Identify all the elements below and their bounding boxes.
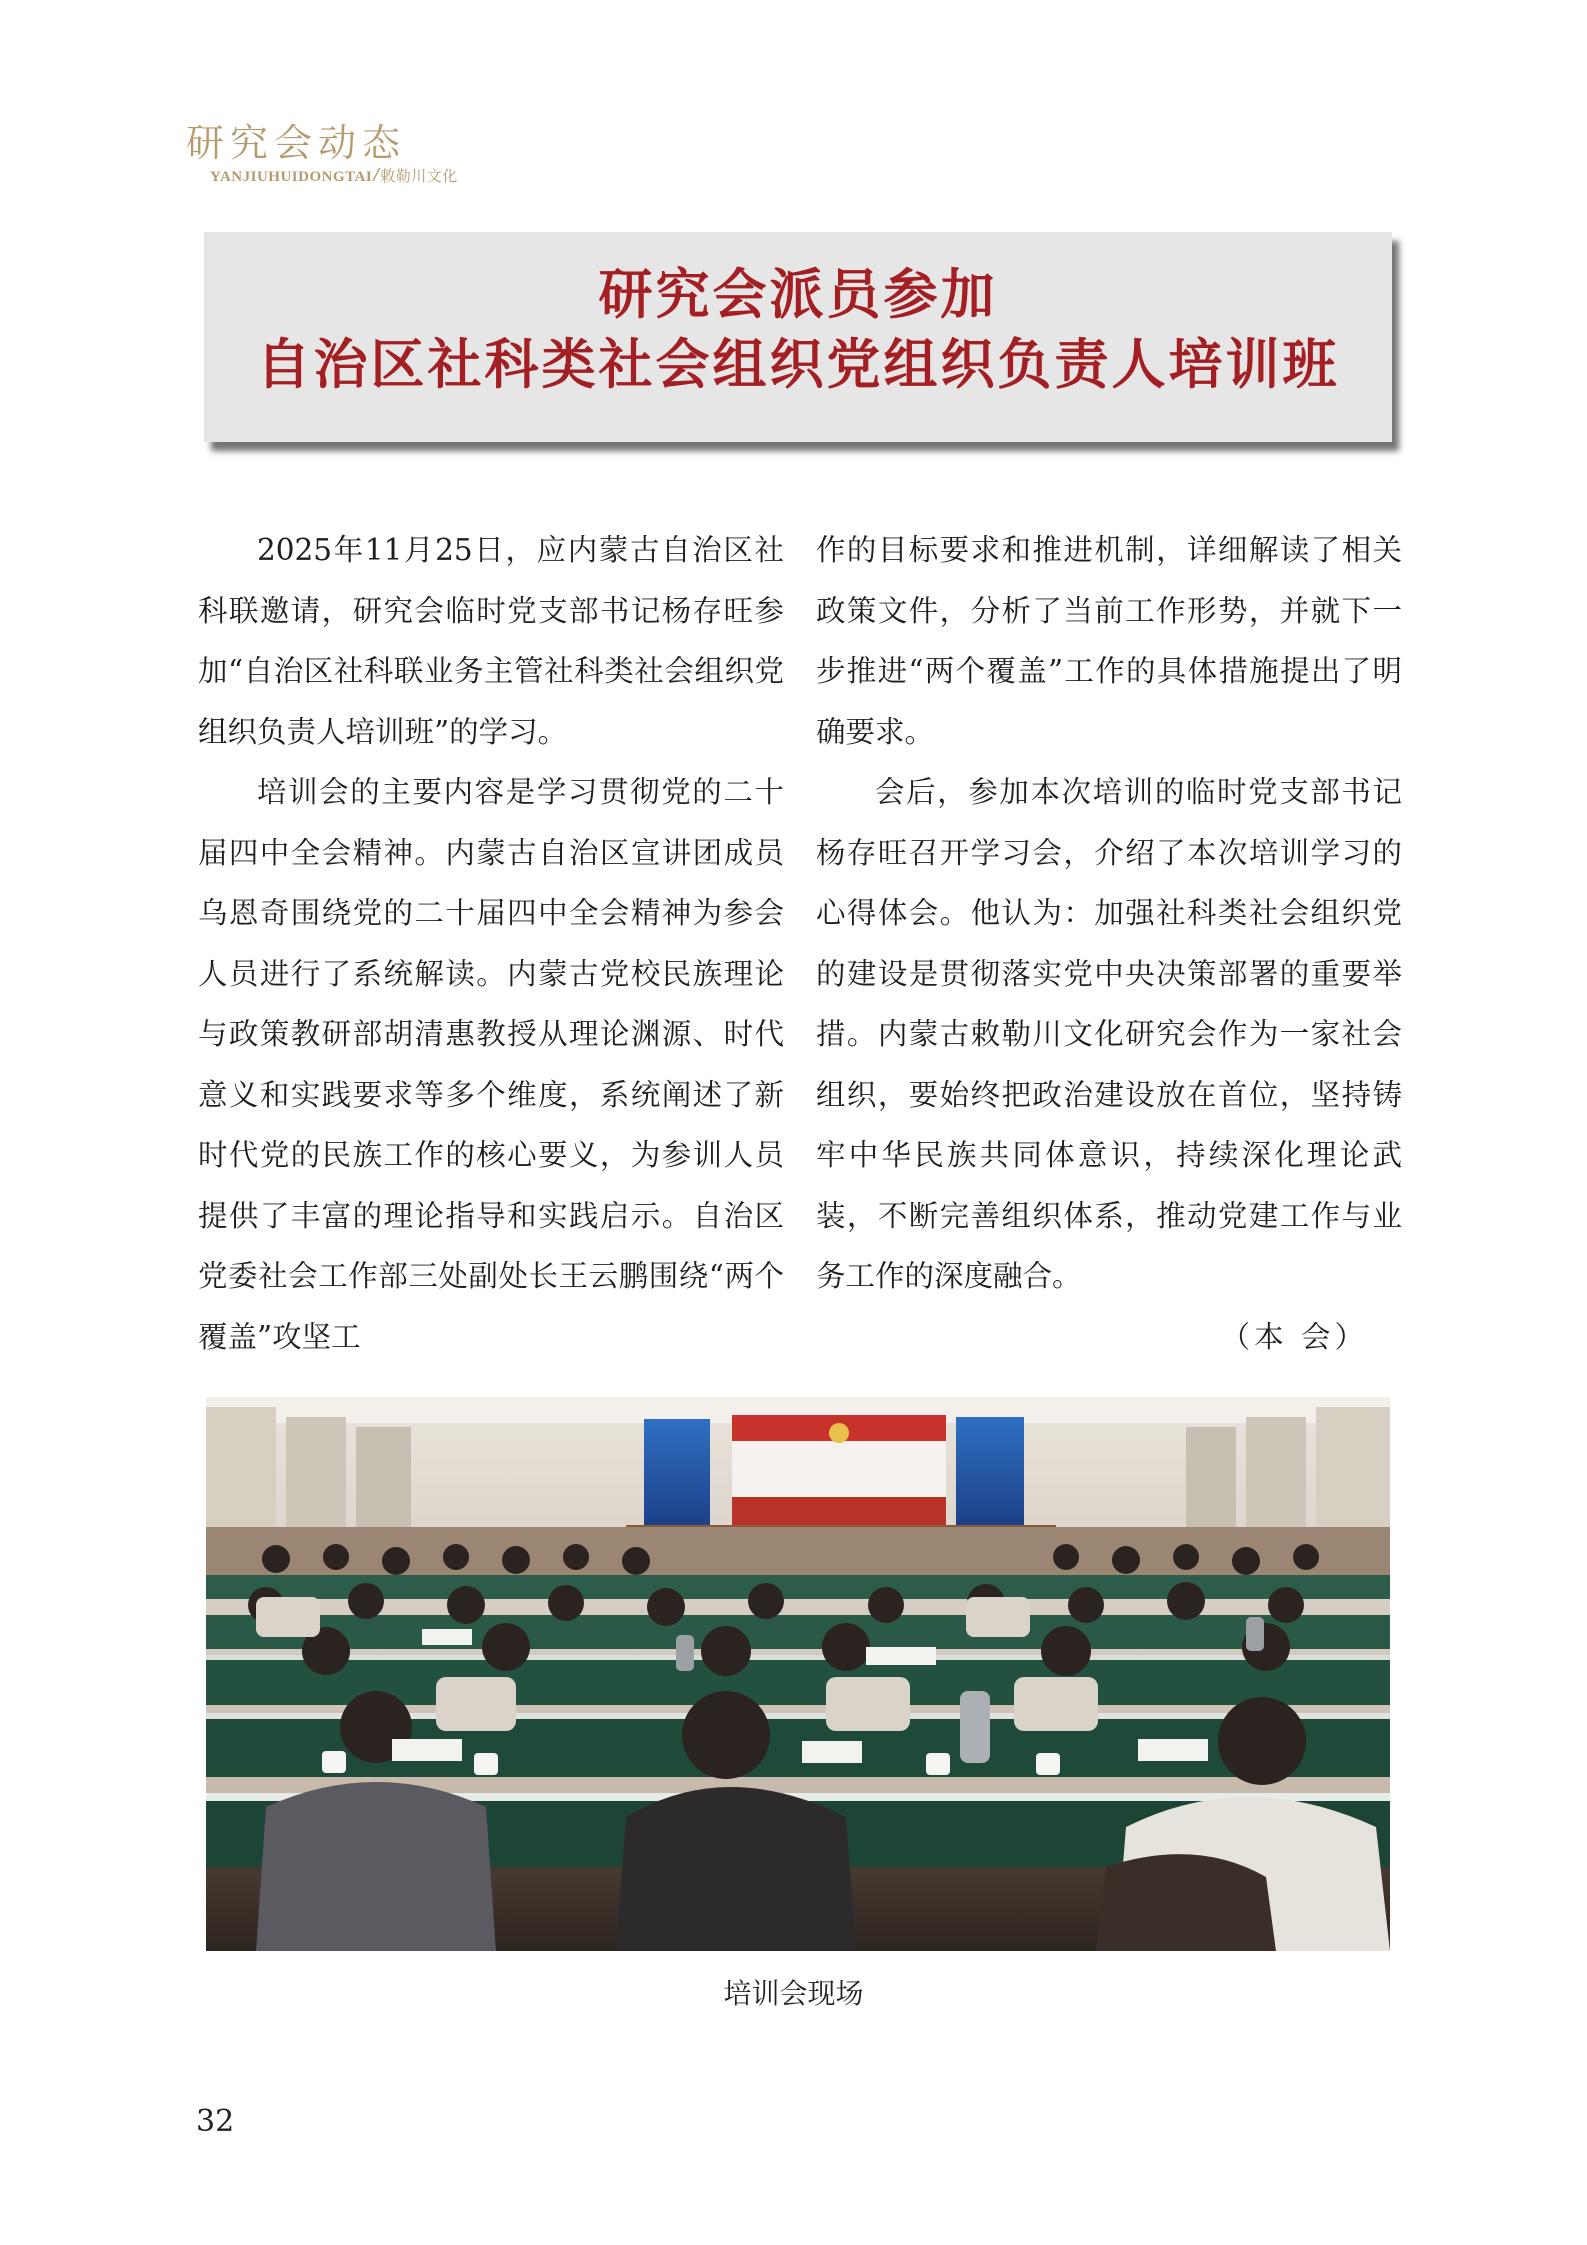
- paragraph-2: 培训会的主要内容是学习贯彻党的二十届四中全会精神。内蒙古自治区宣讲团成员乌恩奇围绕党的二十届四中全会精神为参会人员进行了系统解读。内蒙古党校民族理论与政策教研部胡清惠教授从理论渊源、时代意义和实践要求等多个维度，系统阐述了新时代党的民族工作的核心要义，为参训人员提供了丰富的理论指导和实践启示。自治区党委社会工作部三处副处长王云鹏围绕“两个覆盖”攻坚工: [198, 775, 784, 1354]
- publication-name: 敕勒川文化: [380, 169, 458, 185]
- paragraph-3: 会后，参加本次培训的临时党支部书记杨存旺召开学习会，介绍了本次培训学习的心得体会。他认为：加强社科类社会组织党的建设是贯彻落实党中央决策部署的重要举措。内蒙古敕勒川文化研究会作为一家社会组织，要始终把政治建设放在首位，坚持铸牢中华民族共同体意识，持续深化理论武装，不断完善组织体系，推动党建工作与业务工作的深度融合。: [816, 775, 1402, 1293]
- paragraph-1: 2025年11月25日，应内蒙古自治区社科联邀请，研究会临时党支部书记杨存旺参加“自治区社科联业务主管社科类社会组织党组织负责人培训班”的学习。: [198, 533, 784, 749]
- right-column: [816, 520, 1402, 1367]
- section-pinyin: YANJIUHUIDONGTAI: [210, 169, 373, 185]
- section-title: 研究会动态: [186, 121, 407, 165]
- photo-caption: 培训会现场: [723, 1977, 864, 2010]
- left-column: [198, 520, 784, 1367]
- article-title-line-1: 研究会派员参加: [598, 263, 998, 326]
- article-title-box: [204, 232, 1392, 442]
- meeting-photo-illustration: [206, 1397, 1390, 1951]
- separator: /: [373, 164, 380, 186]
- section-subtitle: [210, 164, 458, 187]
- paragraph-2-continued: 作的目标要求和推进机制，详细解读了相关政策文件，分析了当前工作形势，并就下一步推进“两个覆盖”工作的具体措施提出了明确要求。: [816, 533, 1402, 749]
- article-title-line-2: 自治区社科类社会组织党组织负责人培训班: [256, 333, 1340, 396]
- meeting-photo: [206, 1397, 1390, 1951]
- article-signature: （本 会）: [1220, 1319, 1368, 1354]
- page-number: 32: [196, 2104, 235, 2139]
